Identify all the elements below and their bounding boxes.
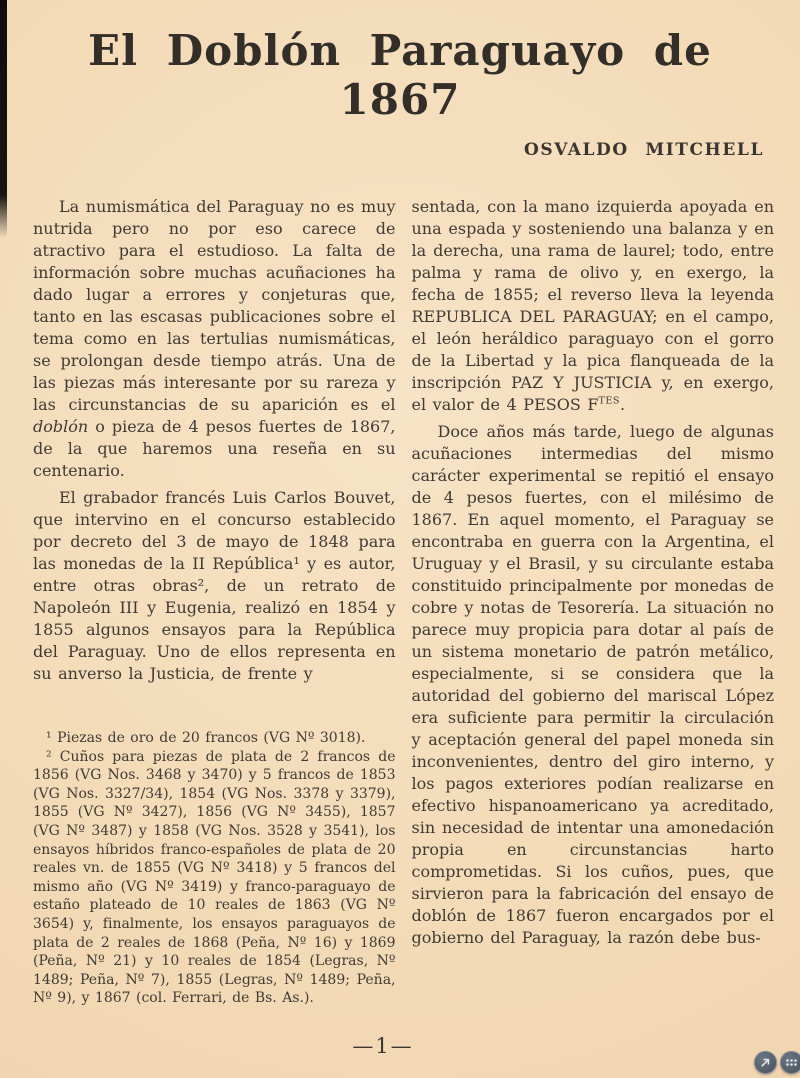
paragraph-2: El grabador francés Luis Carlos Bouvet, que intervino en el concurso establecido por decreto del 3 de mayo de 1848 para las monedas de la II República¹ y es autor, entre otras obras², de un retrato de Napoleón III y Eugenia, realizó en 1854 y 1855 algunos ensayos para la República del Paraguay. Uno de ellos representa en su anverso la Justicia, de frente y	[33, 488, 396, 683]
footnote-1: ¹ Piezas de oro de 20 francos (VG Nº 3018).	[46, 730, 366, 746]
share-button[interactable]	[754, 1051, 777, 1074]
left-column	[33, 196, 396, 1008]
paragraph-4: Doce años más tarde, luego de algunas acuñaciones intermedias del mismo carácter experimental se repitió el ensayo de 4 pesos fuertes, con el milésimo de 1867. En aquel momento, el Paraguay se encontraba en guerra con la Argentina, el Uruguay y el Brasil, y su circulante estaba constituido principalmente por monedas de cobre y notas de Tesorería. La situación no parece muy propicia para dotar al país de un sistema monetario de patrón metálico, especialmente, si se considera que la autoridad del gobierno del mariscal López era suficiente para permitir la circulación y aceptación general del papel moneda sin inconvenientes, dentro del giro interno, y los pagos exteriores podían realizarse en efectivo hispanoamericano ya acreditado, sin necesidad de intentar una amonedación propia en circunstancias harto comprometidas. Si los cuños, pues, que sirvieron para la fabricación del ensayo de doblón de 1867 fueron encargados por el gobierno del Paraguay, la razón debe bus-	[411, 422, 774, 947]
page-number: —1—	[352, 1034, 414, 1058]
footnote-2: ² Cuños para piezas de plata de 2 francos de 1856 (VG Nos. 3468 y 3470) y 5 francos de 1853 (VG Nos. 3327/34), 1854 (VG Nos. 3378 y 3379), 1855 (VG Nº 3427), 1856 (VG Nº 3455), 1857 (VG Nº 3487) y 1858 (VG Nos. 3528 y 3541), los ensayos híbridos franco-españoles de plata de 20 reales vn. de 1855 (VG Nº 3418) y 5 francos del mismo año (VG Nº 3419) y franco-paraguayo de estaño plateado de 10 reales de 1863 (VG Nº 3654) y, finalmente, los ensayos paraguayos de plata de 2 reales de 1868 (Peña, Nº 16) y 1869 (Peña, Nº 21) y 10 reales de 1854 (Legras, Nº 1489; Peña, Nº 7), 1855 (Legras, Nº 1489; Peña, Nº 9), y 1867 (col. Ferrari, de Bs. As.).	[33, 748, 396, 1007]
article-body	[0, 196, 800, 1008]
article-title: El Doblón Paraguayo de 1867	[88, 26, 712, 124]
paragraph-3: sentada, con la mano izquierda apoyada en una espada y sosteniendo una balanza y en la derecha, una rama de laurel; todo, entre palma y rama de olivo y, en exergo, la fecha de 1855; el reverso lleva la leyenda REPUBLICA DEL PARAGUAY; en el campo, el león heráldico paraguayo con el gorro de la Libertad y la pica flanqueada de la inscripción PAZ Y JUSTICIA y, en exergo, el valor de 4 PESOS $F^{TES}$.	[411, 197, 774, 414]
author-byline: OSVALDO MITCHELL	[523, 140, 764, 160]
footnotes	[33, 729, 396, 1008]
scan-edge-artifact	[0, 0, 7, 238]
viewer-overlay-buttons	[754, 1051, 800, 1074]
more-button[interactable]	[780, 1051, 800, 1074]
share-arrow-icon	[759, 1056, 772, 1069]
right-column	[412, 196, 775, 1008]
paragraph-1: La numismática del Paraguay no es muy nutrida pero no por eso carece de atractivo para el estudioso. La falta de información sobre muchas acuñaciones ha dado lugar a errores y conjeturas que, tanto en las escasas publicaciones sobre el tema como en las tertulias numismáticas, se prolongan desde tiempo atrás. Una de las piezas más interesante por su rareza y las circunstancias de su aparición es el doblón o pieza de 4 pesos fuertes de 1867, de la que haremos una reseña en su centenario.	[33, 197, 396, 480]
dot-grid-icon	[785, 1056, 798, 1069]
